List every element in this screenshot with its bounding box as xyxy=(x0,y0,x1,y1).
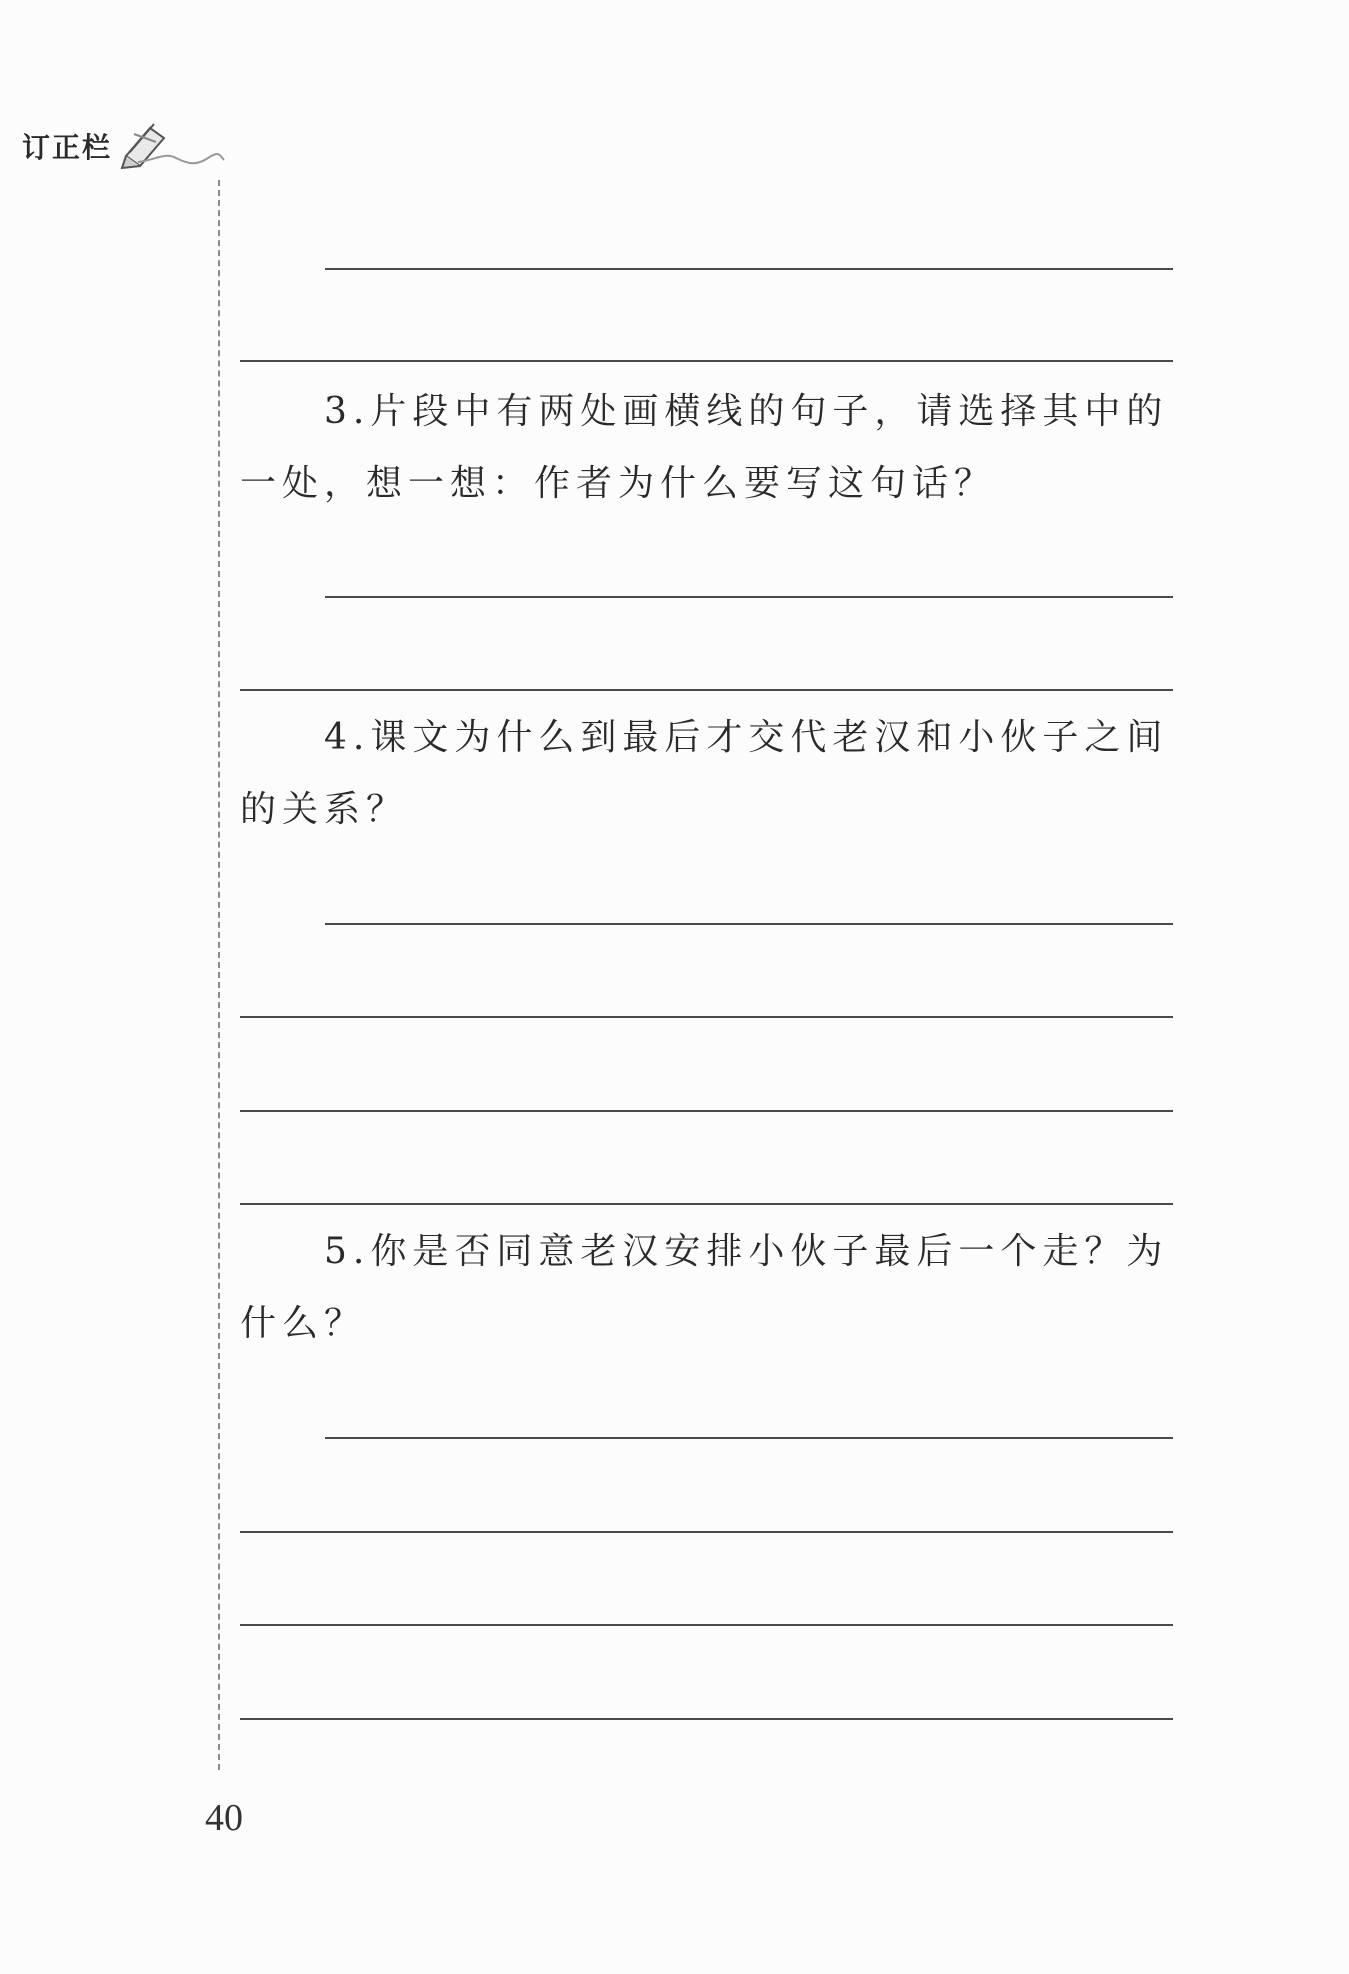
answer-line[interactable] xyxy=(240,689,1173,691)
answer-line[interactable] xyxy=(240,1718,1173,1720)
question-5 xyxy=(240,1216,1175,1360)
question-text: 你是否同意老汉安排小伙子最后一个走？为什么？ xyxy=(240,1231,1169,1344)
correction-column-header xyxy=(22,126,226,166)
answer-line[interactable] xyxy=(240,1624,1173,1626)
margin-divider xyxy=(218,180,220,1770)
answer-line[interactable] xyxy=(325,596,1173,598)
answer-line[interactable] xyxy=(325,1437,1173,1439)
answer-line[interactable] xyxy=(325,268,1173,270)
answer-line[interactable] xyxy=(240,1531,1173,1533)
page-number: 40 xyxy=(205,1797,243,1839)
correction-column-title: 订正栏 xyxy=(22,131,113,164)
answer-line[interactable] xyxy=(240,1203,1173,1205)
question-number: 3. xyxy=(324,391,371,432)
answer-line[interactable] xyxy=(240,360,1173,362)
answer-line[interactable] xyxy=(240,1016,1173,1018)
question-text: 片段中有两处画横线的句子，请选择其中的一处，想一想：作者为什么要写这句话？ xyxy=(240,391,1169,504)
question-3 xyxy=(240,376,1175,520)
question-number: 5. xyxy=(324,1231,371,1272)
answer-line[interactable] xyxy=(325,923,1173,925)
question-4 xyxy=(240,702,1175,846)
question-number: 4. xyxy=(324,717,371,758)
question-text: 课文为什么到最后才交代老汉和小伙子之间的关系？ xyxy=(240,717,1169,830)
answer-line[interactable] xyxy=(240,1110,1173,1112)
pencil-icon xyxy=(116,122,226,170)
